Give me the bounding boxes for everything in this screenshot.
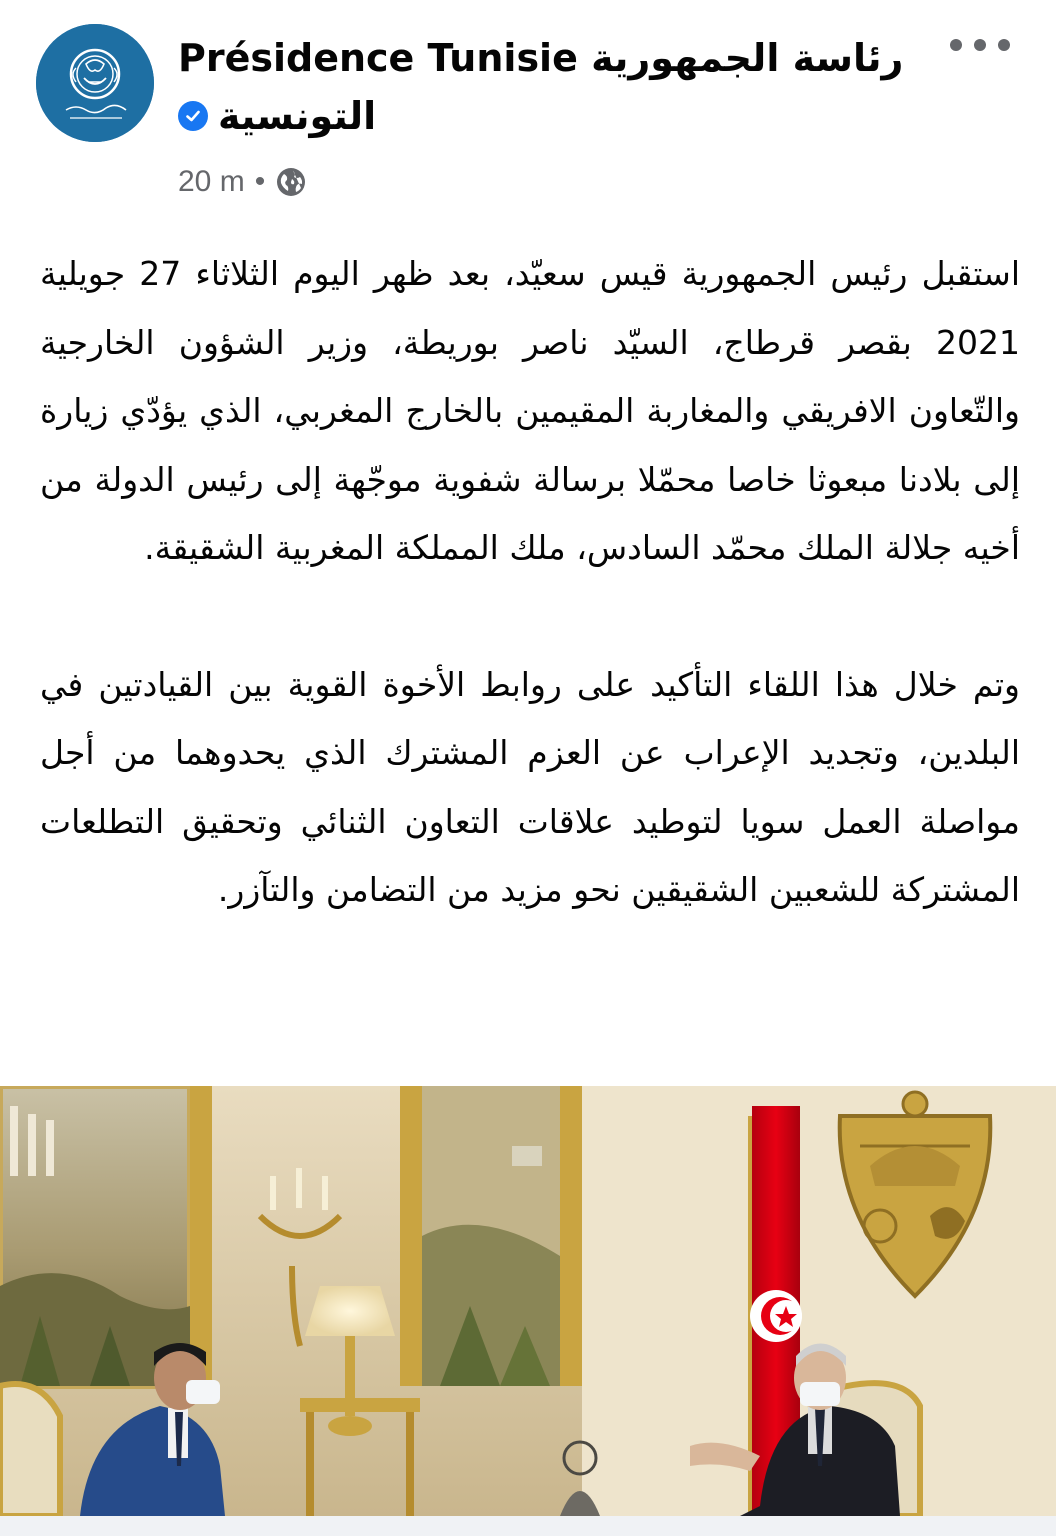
more-horizontal-icon-dot (974, 39, 986, 51)
post-meta (178, 162, 307, 202)
more-options-button[interactable] (950, 30, 1010, 60)
verified-badge-icon (178, 101, 208, 131)
post-header (0, 0, 1056, 225)
page-name-line-2[interactable]: التونسية (218, 94, 377, 138)
more-horizontal-icon-dot (950, 39, 962, 51)
meeting-photo (0, 1086, 1056, 1516)
globe-icon[interactable] (275, 166, 307, 198)
post-paragraph: وتم خلال هذا اللقاء التأكيد على روابط الأخوة القوية بين القيادتين في البلدين، وتجديد الإعراب عن العزم المشترك الذي يحدوهما من أجل مواصلة العمل سويا لتوطيد علاقات التعاون الثنائي وتحقيق التطلعات المشتركة للشعبين الشقيقين نحو مزيد من التضامن والتآزر. (40, 664, 1020, 909)
page-name-line-1[interactable]: Présidence Tunisie رئاسة الجمهورية (178, 36, 904, 80)
page-avatar[interactable] (36, 24, 154, 142)
more-horizontal-icon-dot (998, 39, 1010, 51)
page-name-line-2-wrapper (178, 88, 376, 144)
post-photo[interactable] (0, 1086, 1056, 1516)
post-paragraph: استقبل رئيس الجمهورية قيس سعيّد، بعد ظهر اليوم الثلاثاء 27 جويلية 2021 بقصر قرطاج، السيّد ناصر بوريطة، وزير الشؤون الخارجية والتّعاون الافريقي والمغاربة المقيمين بالخارج المغربي، الذي يؤدّي زيارة إلى بلادنا مبعوثا خاصا محمّلا برسالة شفوية موجّهة إلى رئيس الدولة من أخيه جلالة الملك محمّد السادس، ملك المملكة المغربية الشقيقة. (40, 254, 1020, 567)
meta-separator: • (254, 165, 266, 198)
post-timestamp[interactable]: 20 m (178, 165, 245, 198)
presidency-logo-icon (36, 24, 154, 142)
post-text (40, 240, 1020, 925)
feed-divider (0, 1516, 1056, 1536)
